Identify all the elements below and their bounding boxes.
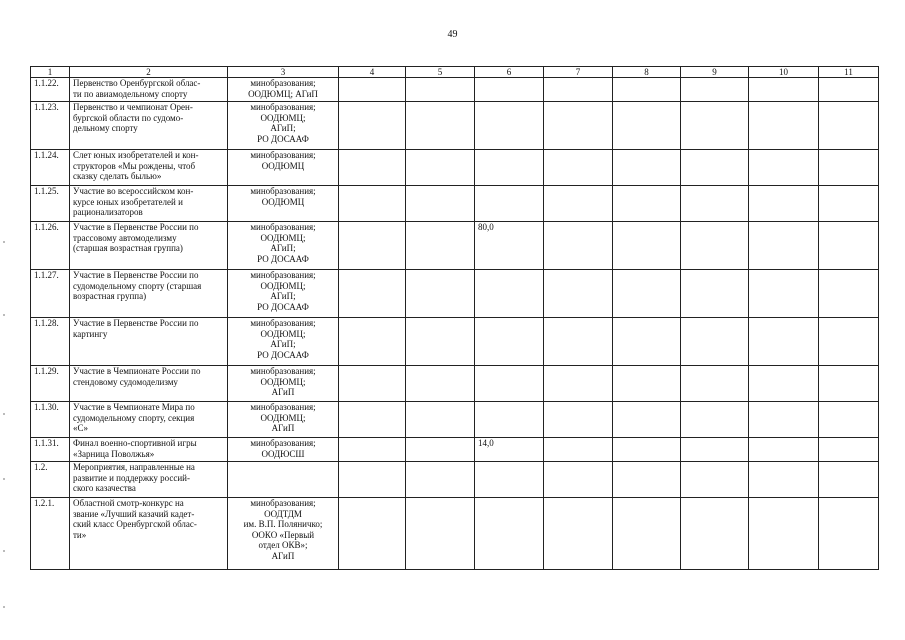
table-row: [31, 222, 879, 270]
item-number: 1.1.26.: [31, 222, 70, 270]
empty-cell: [544, 462, 613, 498]
table-row: [31, 150, 879, 186]
item-number: 1.1.22.: [31, 78, 70, 102]
executors: минобразования; ООДЮМЦ; АГиП; РО ДОСААФ: [228, 270, 339, 318]
column-number: 4: [339, 67, 406, 78]
activity-name: Областной смотр-конкурс на звание «Лучший казачий кадет- ский класс Оренбургской облас- ти»: [70, 498, 228, 570]
column-number: 10: [749, 67, 819, 78]
executors: минобразования; ООДЮМЦ; АГиП: [228, 402, 339, 438]
empty-cell: [406, 186, 475, 222]
activities-table: [30, 66, 879, 570]
empty-cell: [819, 186, 879, 222]
empty-cell: [681, 270, 749, 318]
scan-margin-mark: [3, 241, 5, 243]
scan-margin-mark: [3, 314, 5, 316]
empty-cell: [819, 402, 879, 438]
empty-cell: [819, 270, 879, 318]
empty-cell: [749, 438, 819, 462]
empty-cell: [749, 186, 819, 222]
empty-cell: [339, 498, 406, 570]
empty-cell: [613, 270, 681, 318]
empty-cell: [613, 78, 681, 102]
empty-cell: [613, 318, 681, 366]
empty-cell: [819, 498, 879, 570]
empty-cell: [613, 150, 681, 186]
table-body: [31, 78, 879, 570]
empty-cell: [681, 78, 749, 102]
table-row: [31, 438, 879, 462]
empty-cell: [681, 222, 749, 270]
empty-cell: [406, 438, 475, 462]
empty-cell: [339, 186, 406, 222]
funding-value: [475, 270, 544, 318]
empty-cell: [544, 498, 613, 570]
empty-cell: [681, 318, 749, 366]
page-number: 49: [447, 29, 458, 40]
funding-value: [475, 318, 544, 366]
empty-cell: [749, 402, 819, 438]
empty-cell: [339, 366, 406, 402]
column-number-row: [31, 67, 879, 78]
activity-name: Финал военно-спортивной игры «Зарница Поволжья»: [70, 438, 228, 462]
executors: минобразования; ООДЮМЦ; АГиП: [228, 366, 339, 402]
empty-cell: [681, 438, 749, 462]
empty-cell: [406, 150, 475, 186]
empty-cell: [681, 150, 749, 186]
empty-cell: [749, 102, 819, 150]
empty-cell: [339, 102, 406, 150]
column-number: 8: [613, 67, 681, 78]
funding-value: [475, 462, 544, 498]
empty-cell: [544, 186, 613, 222]
activity-name: Первенство и чемпионат Орен- бургской области по судомо- дельному спорту: [70, 102, 228, 150]
table-row: [31, 402, 879, 438]
empty-cell: [613, 186, 681, 222]
empty-cell: [406, 222, 475, 270]
empty-cell: [406, 366, 475, 402]
empty-cell: [613, 438, 681, 462]
funding-value: [475, 366, 544, 402]
item-number: 1.1.23.: [31, 102, 70, 150]
empty-cell: [749, 462, 819, 498]
executors: минобразования; ООДЮМЦ; АГиП; РО ДОСААФ: [228, 102, 339, 150]
empty-cell: [613, 498, 681, 570]
empty-cell: [544, 78, 613, 102]
empty-cell: [544, 222, 613, 270]
scan-margin-mark: [3, 413, 5, 415]
empty-cell: [406, 102, 475, 150]
item-number: 1.1.27.: [31, 270, 70, 318]
empty-cell: [406, 462, 475, 498]
empty-cell: [681, 462, 749, 498]
scan-margin-mark: [3, 550, 5, 552]
empty-cell: [544, 102, 613, 150]
activity-name: Слет юных изобретателей и кон- структоров «Мы рождены, чтоб сказку сделать былью»: [70, 150, 228, 186]
empty-cell: [406, 78, 475, 102]
empty-cell: [749, 150, 819, 186]
empty-cell: [613, 366, 681, 402]
column-number: 7: [544, 67, 613, 78]
empty-cell: [406, 498, 475, 570]
executors: минобразования; ООДЮМЦ: [228, 150, 339, 186]
empty-cell: [749, 78, 819, 102]
funding-value: [475, 186, 544, 222]
empty-cell: [406, 402, 475, 438]
column-number: 5: [406, 67, 475, 78]
table-row: [31, 462, 879, 498]
empty-cell: [406, 318, 475, 366]
activity-name: Участие во всероссийском кон- курсе юных изобретателей и рационализаторов: [70, 186, 228, 222]
funding-value: [475, 498, 544, 570]
empty-cell: [749, 318, 819, 366]
item-number: 1.2.: [31, 462, 70, 498]
empty-cell: [819, 78, 879, 102]
table-row: [31, 186, 879, 222]
empty-cell: [339, 78, 406, 102]
empty-cell: [819, 438, 879, 462]
column-number: 1: [31, 67, 70, 78]
item-number: 1.1.24.: [31, 150, 70, 186]
column-number: 9: [681, 67, 749, 78]
activity-name: Участие в Первенстве России по трассовому автомоделизму (старшая возрастная группа): [70, 222, 228, 270]
empty-cell: [339, 150, 406, 186]
empty-cell: [544, 438, 613, 462]
activity-name: Участие в Чемпионате России по стендовому судомоделизму: [70, 366, 228, 402]
empty-cell: [819, 102, 879, 150]
column-number: 3: [228, 67, 339, 78]
executors: минобразования; ООДТДМ им. В.П. Поляничко; ООКО «Первый отдел ОКВ»; АГиП: [228, 498, 339, 570]
table-row: [31, 78, 879, 102]
empty-cell: [819, 222, 879, 270]
empty-cell: [613, 402, 681, 438]
activity-name: Мероприятия, направленные на развитие и поддержку россий- ского казачества: [70, 462, 228, 498]
empty-cell: [749, 270, 819, 318]
funding-value: 80,0: [475, 222, 544, 270]
empty-cell: [819, 318, 879, 366]
funding-value: [475, 402, 544, 438]
empty-cell: [544, 318, 613, 366]
empty-cell: [681, 402, 749, 438]
item-number: 1.1.25.: [31, 186, 70, 222]
empty-cell: [681, 186, 749, 222]
empty-cell: [339, 318, 406, 366]
scan-margin-mark: [3, 478, 5, 480]
empty-cell: [544, 270, 613, 318]
funding-value: [475, 78, 544, 102]
executors: минобразования; ООДЮМЦ; АГиП: [228, 78, 339, 102]
empty-cell: [339, 438, 406, 462]
empty-cell: [613, 102, 681, 150]
empty-cell: [749, 366, 819, 402]
executors: [228, 462, 339, 498]
table-row: [31, 366, 879, 402]
empty-cell: [749, 222, 819, 270]
empty-cell: [681, 366, 749, 402]
empty-cell: [681, 498, 749, 570]
empty-cell: [339, 402, 406, 438]
activity-name: Участие в Первенстве России по картингу: [70, 318, 228, 366]
empty-cell: [819, 462, 879, 498]
activity-name: Участие в Первенстве России по судомодельному спорту (старшая возрастная группа): [70, 270, 228, 318]
item-number: 1.1.29.: [31, 366, 70, 402]
table-row: [31, 318, 879, 366]
executors: минобразования; ООДЮМЦ; АГиП; РО ДОСААФ: [228, 318, 339, 366]
table-row: [31, 102, 879, 150]
item-number: 1.1.30.: [31, 402, 70, 438]
column-number: 6: [475, 67, 544, 78]
scan-margin-mark: [3, 606, 5, 608]
empty-cell: [544, 402, 613, 438]
funding-value: [475, 150, 544, 186]
empty-cell: [544, 366, 613, 402]
item-number: 1.1.28.: [31, 318, 70, 366]
empty-cell: [406, 270, 475, 318]
column-number: 11: [819, 67, 879, 78]
funding-value: 14,0: [475, 438, 544, 462]
item-number: 1.2.1.: [31, 498, 70, 570]
empty-cell: [613, 222, 681, 270]
table-row: [31, 270, 879, 318]
column-number: 2: [70, 67, 228, 78]
empty-cell: [749, 498, 819, 570]
empty-cell: [819, 150, 879, 186]
empty-cell: [613, 462, 681, 498]
executors: минобразования; ООДЮМЦ: [228, 186, 339, 222]
activity-name: Первенство Оренбургской облас- ти по авиамодельному спорту: [70, 78, 228, 102]
executors: минобразования; ООДЮМЦ; АГиП; РО ДОСААФ: [228, 222, 339, 270]
empty-cell: [544, 150, 613, 186]
empty-cell: [681, 102, 749, 150]
executors: минобразования; ООДЮСШ: [228, 438, 339, 462]
empty-cell: [339, 222, 406, 270]
item-number: 1.1.31.: [31, 438, 70, 462]
funding-value: [475, 102, 544, 150]
empty-cell: [339, 270, 406, 318]
table-row: [31, 498, 879, 570]
activity-name: Участие в Чемпионате Мира по судомодельному спорту, секция «С»: [70, 402, 228, 438]
empty-cell: [339, 462, 406, 498]
empty-cell: [819, 366, 879, 402]
